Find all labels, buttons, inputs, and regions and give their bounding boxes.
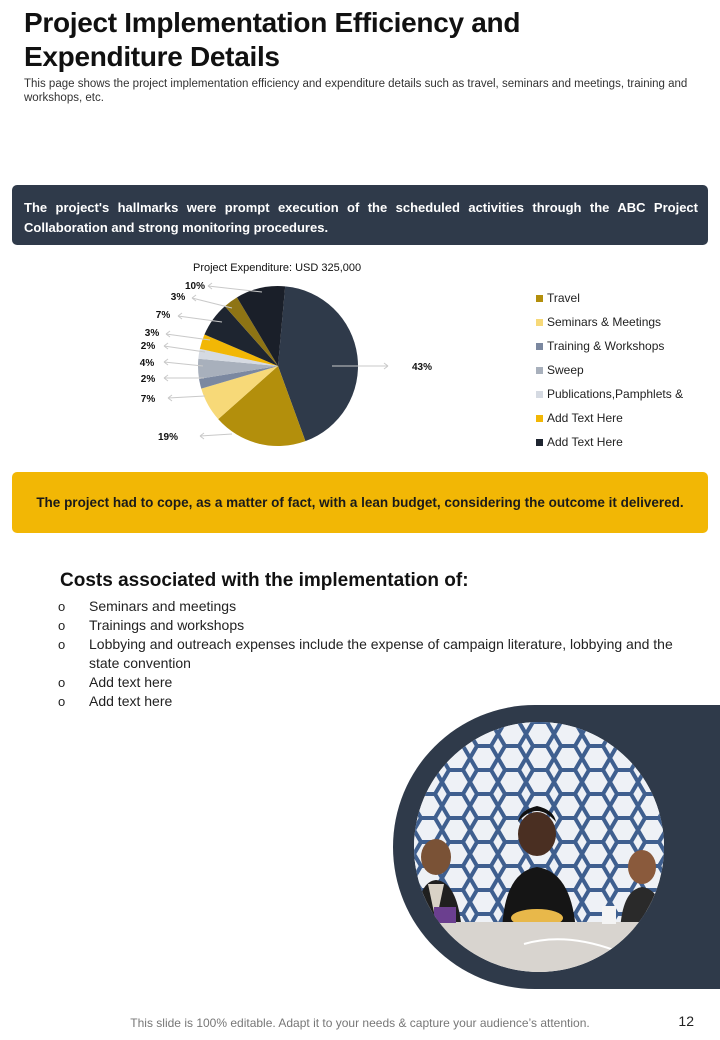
- legend-item: [536, 382, 683, 406]
- leader-line: [192, 298, 232, 308]
- costs-list: [58, 597, 678, 711]
- meeting-photo-illustration: [414, 722, 664, 972]
- legend-swatch: [536, 391, 543, 398]
- leader-line: [166, 334, 210, 340]
- hallmark-banner: The project's hallmarks were prompt execution of the scheduled activities through the ABC Project Collaboration and strong monitoring procedures.: [12, 185, 708, 245]
- pie-percent-label: 4%: [139, 358, 155, 369]
- pie-percent-label: 2%: [140, 341, 156, 352]
- team-meeting-photo: [414, 722, 664, 972]
- legend-item: [536, 286, 683, 310]
- bullet-icon: o: [58, 618, 66, 633]
- list-item: o Lobbying and outreach expenses include the expense of campaign literature, lobbying and the state convention: [58, 636, 673, 671]
- leader-line: [168, 396, 205, 398]
- legend-item: [536, 406, 683, 430]
- footer-note: This slide is 100% editable. Adapt it to your needs & capture your audience’s attention.: [130, 1016, 590, 1030]
- legend-label: Seminars & Meetings: [547, 315, 662, 329]
- page-subtitle: This page shows the project implementation efficiency and expenditure details such as travel, seminars and meetings, training and workshops, etc.: [24, 78, 688, 104]
- list-item: o Trainings and workshops: [58, 617, 245, 633]
- bullet-icon: o: [58, 694, 66, 709]
- pie-percent-label: 7%: [140, 394, 156, 405]
- legend-label: Publications,Pamphlets &: [547, 387, 684, 401]
- legend-swatch: [536, 439, 543, 446]
- legend-label: Add Text Here: [547, 411, 623, 425]
- legend-item: [536, 310, 683, 334]
- page-number: 12: [678, 1013, 694, 1029]
- bullet-icon: o: [58, 675, 66, 690]
- legend-item: [536, 334, 683, 358]
- legend-swatch: [536, 295, 543, 302]
- leader-line: [200, 434, 232, 436]
- budget-banner: The project had to cope, as a matter of fact, with a lean budget, considering the outcome it delivered.: [12, 472, 708, 533]
- pie-percent-label: 2%: [140, 374, 156, 385]
- legend-label: Travel: [547, 291, 580, 305]
- legend-label: Add Text Here: [547, 435, 623, 449]
- list-item: o Add text here: [58, 674, 173, 690]
- pie-percent-label: 3%: [144, 328, 160, 339]
- pie-percent-label: 10%: [184, 281, 206, 292]
- legend-swatch: [536, 367, 543, 374]
- legend-swatch: [536, 415, 543, 422]
- legend-item: [536, 430, 683, 454]
- expenditure-pie-chart: [0, 270, 470, 465]
- leader-line: [164, 362, 203, 366]
- legend-label: Training & Workshops: [547, 339, 665, 353]
- chart-title: Project Expenditure: USD 325,000: [193, 262, 362, 274]
- costs-heading: Costs associated with the implementation of:: [60, 570, 469, 591]
- legend-item: [536, 358, 683, 382]
- pie-percent-label: 7%: [155, 310, 171, 321]
- pie-percent-label: 3%: [170, 292, 186, 303]
- list-item: o Seminars and meetings: [58, 598, 237, 614]
- pie-percent-label: 19%: [157, 432, 179, 443]
- pie-percent-label: 43%: [412, 362, 433, 373]
- leader-line: [164, 346, 205, 352]
- list-item: o Add text here: [58, 693, 173, 709]
- leader-line: [208, 286, 262, 292]
- legend-swatch: [536, 343, 543, 350]
- legend-label: Sweep: [547, 363, 584, 377]
- page-title: Project Implementation Efficiency and Expenditure Details: [24, 7, 521, 72]
- bullet-icon: o: [58, 637, 66, 652]
- chart-legend: [536, 286, 683, 454]
- bullet-icon: o: [58, 599, 66, 614]
- legend-swatch: [536, 319, 543, 326]
